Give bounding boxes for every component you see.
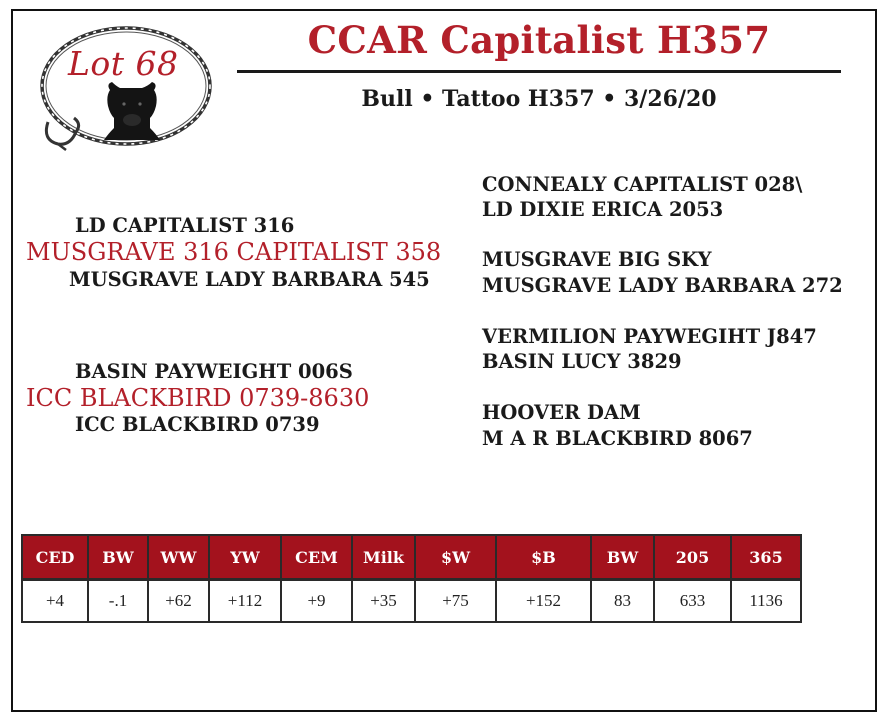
- epd-table: [21, 534, 802, 623]
- lot-badge: [36, 22, 216, 152]
- animal-name-title: CCAR Capitalist H357: [307, 18, 771, 62]
- dam-name: ICC BLACKBIRD 0739-8630: [26, 384, 370, 412]
- epd-header-milk: Milk: [352, 535, 415, 580]
- dam-dam-dam: M A R BLACKBIRD 8067: [482, 427, 753, 450]
- epd-header-row: [22, 535, 801, 580]
- epd-value-yw: +112: [209, 580, 281, 623]
- epd-value-bw: -.1: [88, 580, 148, 623]
- epd-header-dollar-w: $W: [415, 535, 496, 580]
- sire-dam-sire: MUSGRAVE BIG SKY: [482, 248, 712, 271]
- dam-dam-sire: HOOVER DAM: [482, 401, 641, 424]
- epd-header-205: 205: [654, 535, 731, 580]
- epd-value-cem: +9: [281, 580, 352, 623]
- sire-dam-dam: MUSGRAVE LADY BARBARA 272: [482, 274, 843, 297]
- epd-header-365: 365: [731, 535, 801, 580]
- epd-header-ww: WW: [148, 535, 209, 580]
- epd-values-row: [22, 580, 801, 623]
- sire-dam: MUSGRAVE LADY BARBARA 545: [69, 268, 430, 291]
- epd-value-dollar-w: +75: [415, 580, 496, 623]
- epd-value-dollar-b: +152: [496, 580, 591, 623]
- epd-header-bw: BW: [88, 535, 148, 580]
- epd-header-dollar-b: $B: [496, 535, 591, 580]
- black-angus-bull-icon: [102, 80, 162, 142]
- epd-header-actual-bw: BW: [591, 535, 654, 580]
- epd-header-cem: CEM: [281, 535, 352, 580]
- sire-name: MUSGRAVE 316 CAPITALIST 358: [26, 238, 442, 266]
- lot-number: Lot 68: [68, 44, 179, 83]
- sire-sire: LD CAPITALIST 316: [75, 214, 295, 237]
- epd-value-205: 633: [654, 580, 731, 623]
- epd-value-milk: +35: [352, 580, 415, 623]
- epd-value-ced: +4: [22, 580, 88, 623]
- dam-sire-dam: BASIN LUCY 3829: [482, 350, 682, 373]
- title-divider: [237, 70, 841, 73]
- dam-dam: ICC BLACKBIRD 0739: [75, 413, 320, 436]
- dam-sire: BASIN PAYWEIGHT 006S: [75, 360, 353, 383]
- animal-details-subtitle: Bull • Tattoo H357 • 3/26/20: [361, 86, 717, 112]
- epd-value-365: 1136: [731, 580, 801, 623]
- sire-sire-sire: CONNEALY CAPITALIST 028\: [482, 173, 803, 196]
- dam-sire-sire: VERMILION PAYWEGIHT J847: [482, 325, 817, 348]
- epd-value-actual-bw: 83: [591, 580, 654, 623]
- sire-sire-dam: LD DIXIE ERICA 2053: [482, 198, 724, 221]
- epd-header-ced: CED: [22, 535, 88, 580]
- epd-value-ww: +62: [148, 580, 209, 623]
- epd-header-yw: YW: [209, 535, 281, 580]
